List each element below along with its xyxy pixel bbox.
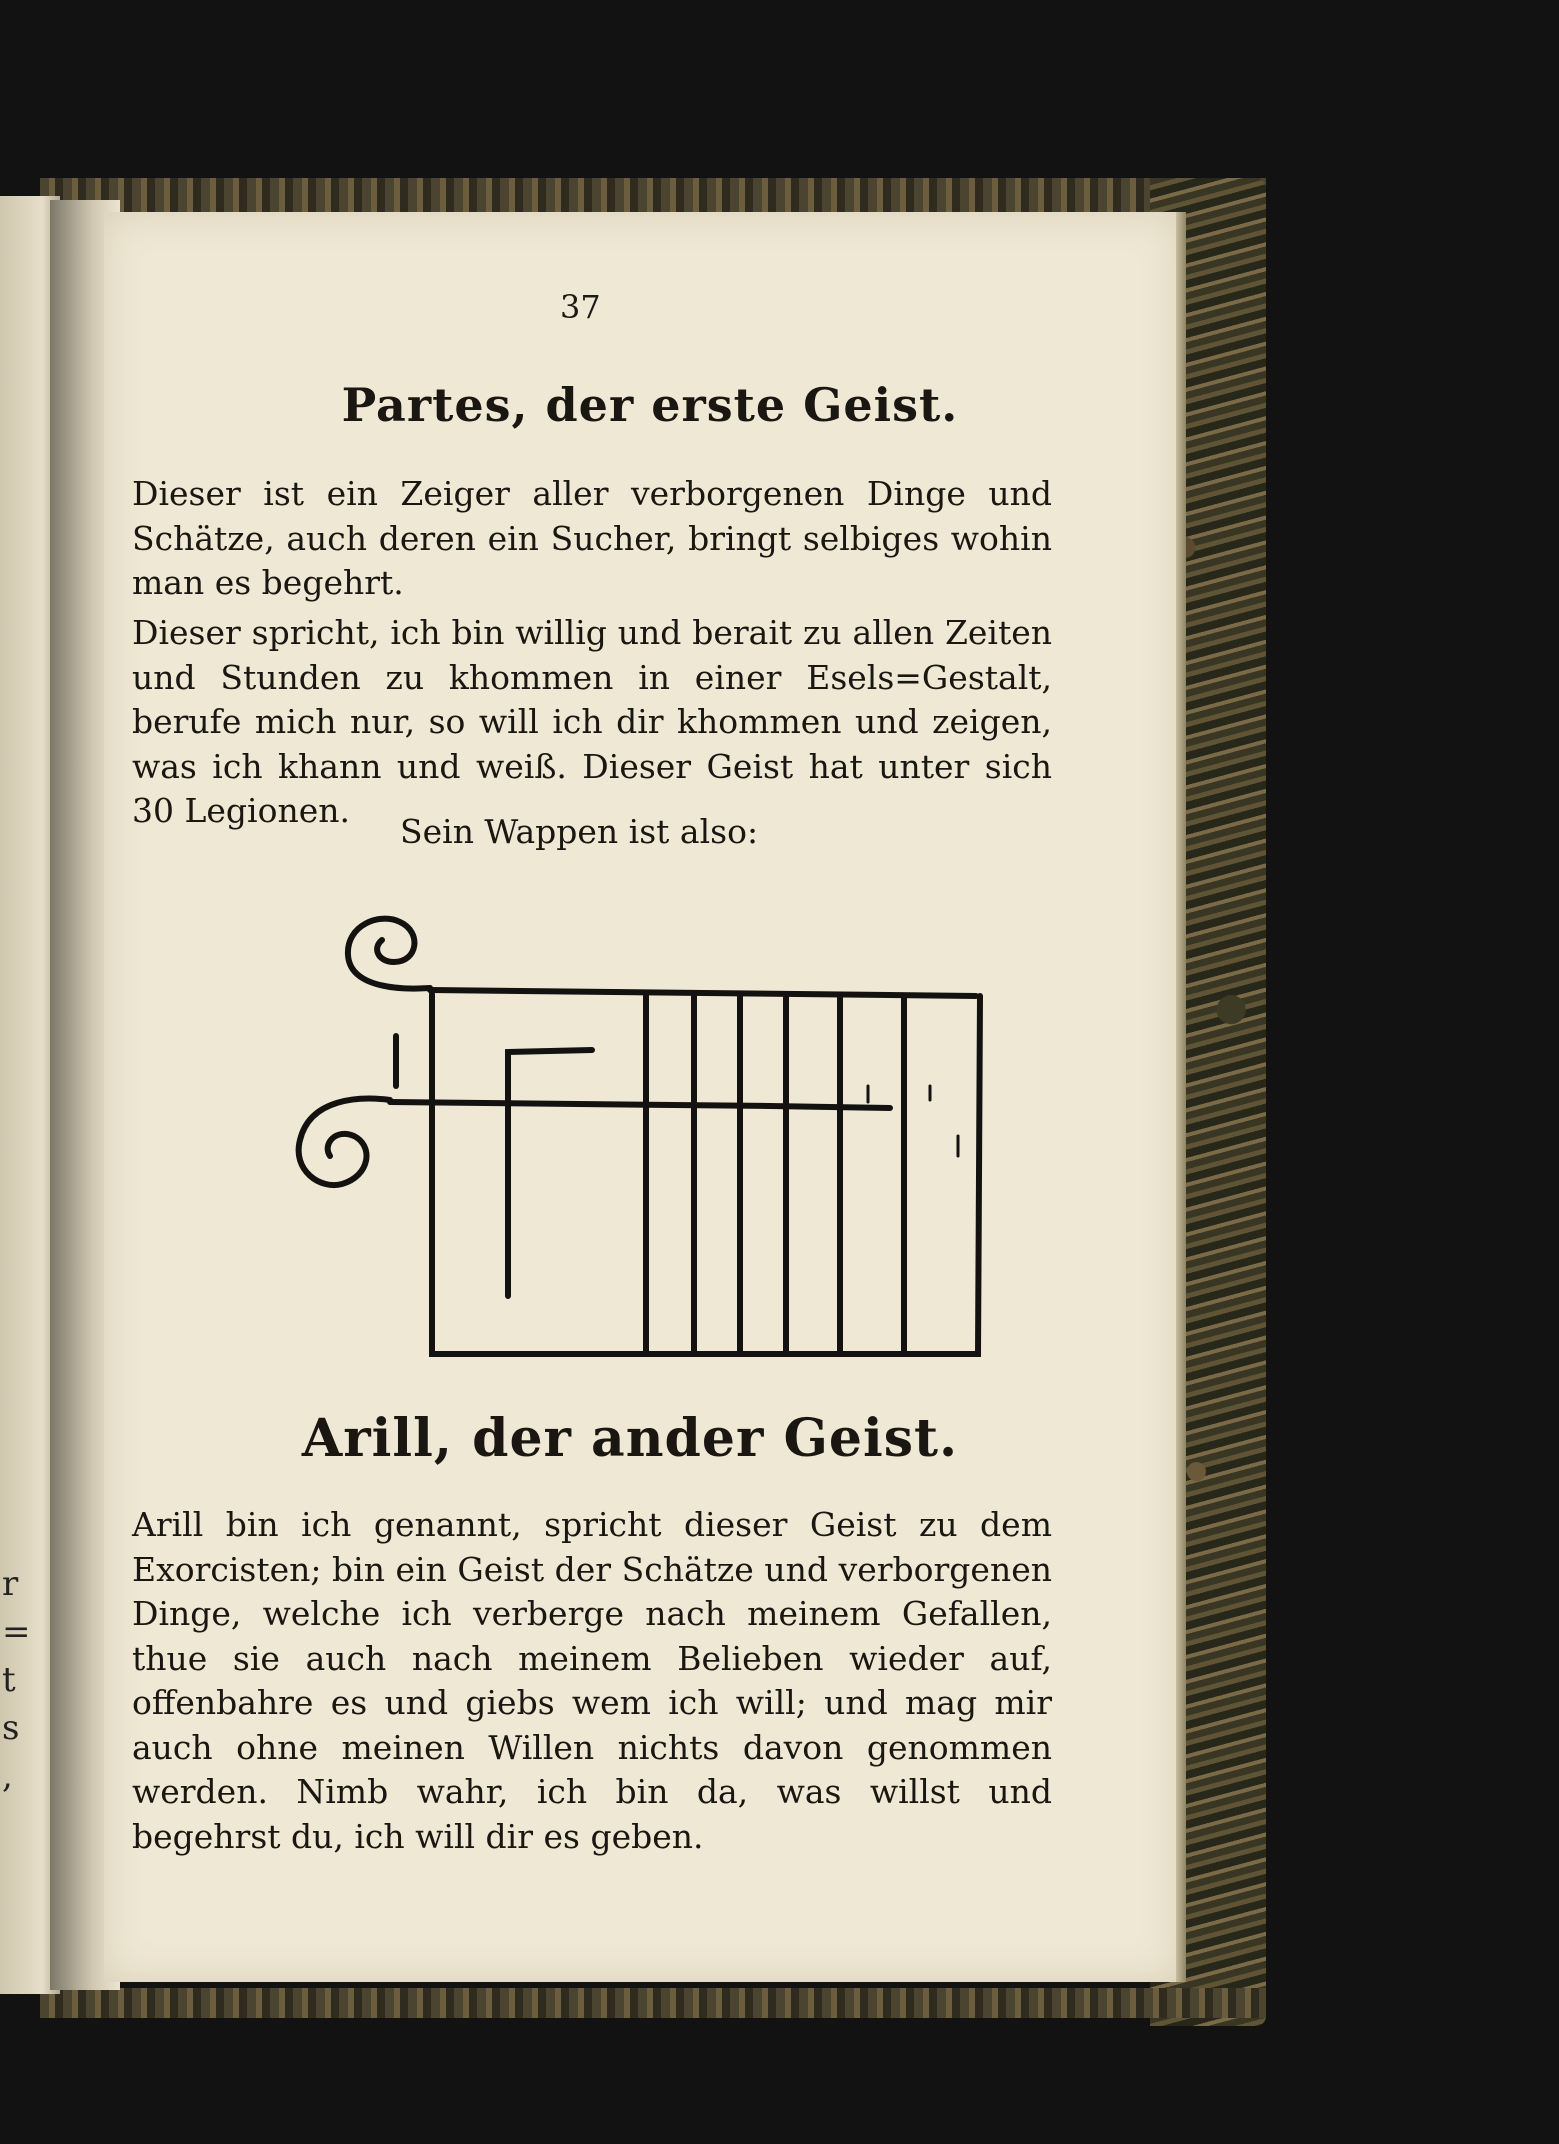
paragraph: Arill bin ich genannt, spricht dieser Geist zu dem Exorcisten; bin ein Geist der Schätze und verborgenen Dinge, welche ich verberge nach meinem Gefallen, thue sie auch nach meinem Belieben wieder auf, offenbahre es und giebs wem ich will; und mag mir auch ohne meinen Willen nichts davon genommen werden. Nimb wahr, ich bin da, was willst und begehrst du, ich will dir es geben. <box>132 1505 1052 1856</box>
paragraph: Dieser spricht, ich bin willig und berait zu allen Zeiten und Stunden zu khommen in einer Esels=Gestalt, berufe mich nur, so will ich dir khommen und zeigen, was ich khann und weiß. Dieser Geist hat unter sich 30 Legionen. <box>132 613 1052 830</box>
section-title-partes: Partes, der erste Geist. <box>341 378 959 432</box>
page-number: 37 <box>560 288 601 326</box>
book-cover-top <box>40 178 1266 214</box>
left-mark: r <box>2 1564 19 1604</box>
left-mark: s <box>2 1708 20 1748</box>
paragraph: Dieser ist ein Zeiger aller verborgenen Dinge und Schätze, auch deren ein Sucher, bringt selbiges wohin man es begehrt. <box>132 474 1052 602</box>
left-mark: , <box>2 1756 13 1796</box>
book-cover-bottom <box>40 1988 1266 2018</box>
seal-caption: Sein Wappen ist also: <box>400 812 759 851</box>
left-mark: t <box>2 1660 16 1700</box>
section-title-arill: Arill, der ander Geist. <box>301 1408 959 1469</box>
spirit-seal-figure <box>290 900 990 1360</box>
left-mark: = <box>2 1612 31 1652</box>
left-page-text-fragments <box>2 1560 31 1800</box>
page-edge <box>1176 212 1186 1982</box>
